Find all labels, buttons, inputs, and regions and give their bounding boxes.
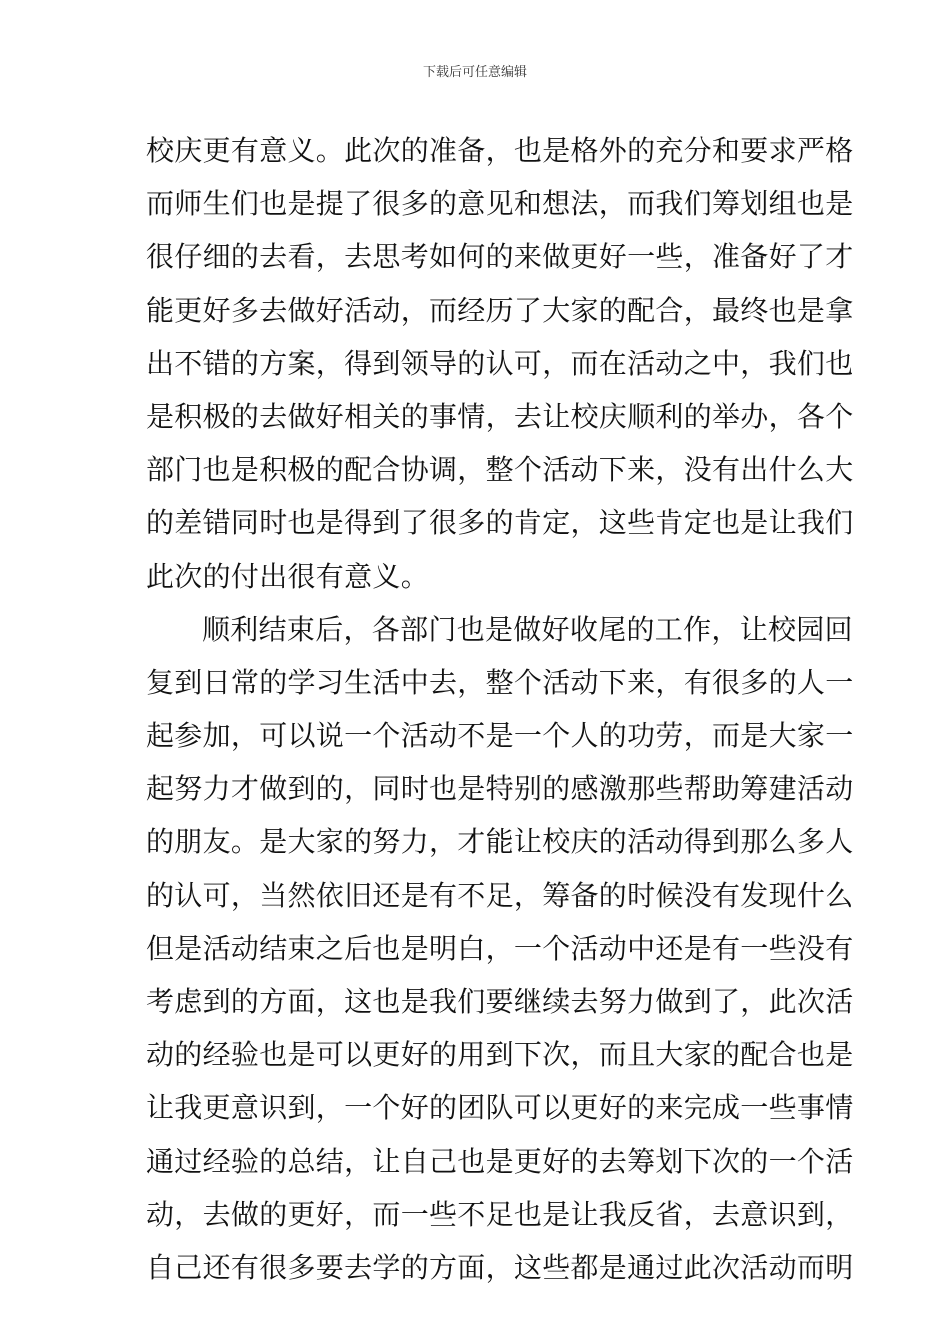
- text-line: 动，去做的更好，而一些不足也是让我反省，去意识到，: [146, 1197, 854, 1231]
- text-line: 的认可，当然依旧还是有不足，筹备的时候没有发现什么: [146, 878, 854, 912]
- text-line: 起参加，可以说一个活动不是一个人的功劳，而是大家一: [146, 719, 854, 753]
- text-line: 动的经验也是可以更好的用到下次，而且大家的配合也是: [146, 1038, 854, 1072]
- text-line: 校庆更有意义。此次的准备，也是格外的充分和要求严格: [146, 134, 854, 167]
- text-line: 通过经验的总结，让自己也是更好的去筹划下次的一个活: [146, 1144, 854, 1178]
- text-line: 是积极的去做好相关的事情，去让校庆顺利的举办，各个: [146, 399, 854, 433]
- text-line: 考虑到的方面，这也是我们要继续去努力做到了，此次活: [146, 985, 854, 1018]
- text-line: 出不错的方案，得到领导的认可，而在活动之中，我们也: [146, 346, 854, 380]
- text-line: 此次的付出很有意义。: [146, 559, 430, 593]
- text-line: 的差错同时也是得到了很多的肯定，这些肯定也是让我们: [146, 506, 854, 540]
- text-line: 复到日常的学习生活中去，整个活动下来，有很多的人一: [146, 665, 854, 699]
- text-line: 自己还有很多要去学的方面，这些都是通过此次活动而明: [146, 1250, 854, 1284]
- body-text: [146, 124, 854, 1294]
- text-line: 起努力才做到的，同时也是特别的感激那些帮助筹建活动: [146, 772, 854, 806]
- header-note: 下载后可任意编辑: [422, 65, 527, 80]
- text-line: 让我更意识到，一个好的团队可以更好的来完成一些事情: [146, 1091, 854, 1125]
- paragraph-start-line: 顺利结束后，各部门也是做好收尾的工作，让校园回: [202, 612, 853, 646]
- text-line: 很仔细的去看，去思考如何的来做更好一些，准备好了才: [146, 240, 854, 274]
- text-line: 能更好多去做好活动，而经历了大家的配合，最终也是拿: [146, 293, 854, 327]
- text-line: 的朋友。是大家的努力，才能让校庆的活动得到那么多人: [146, 825, 854, 859]
- text-line: 部门也是积极的配合协调，整个活动下来，没有出什么大: [146, 453, 854, 487]
- text-line: 而师生们也是提了很多的意见和想法，而我们筹划组也是: [146, 187, 854, 221]
- text-line: 但是活动结束之后也是明白，一个活动中还是有一些没有: [146, 931, 854, 965]
